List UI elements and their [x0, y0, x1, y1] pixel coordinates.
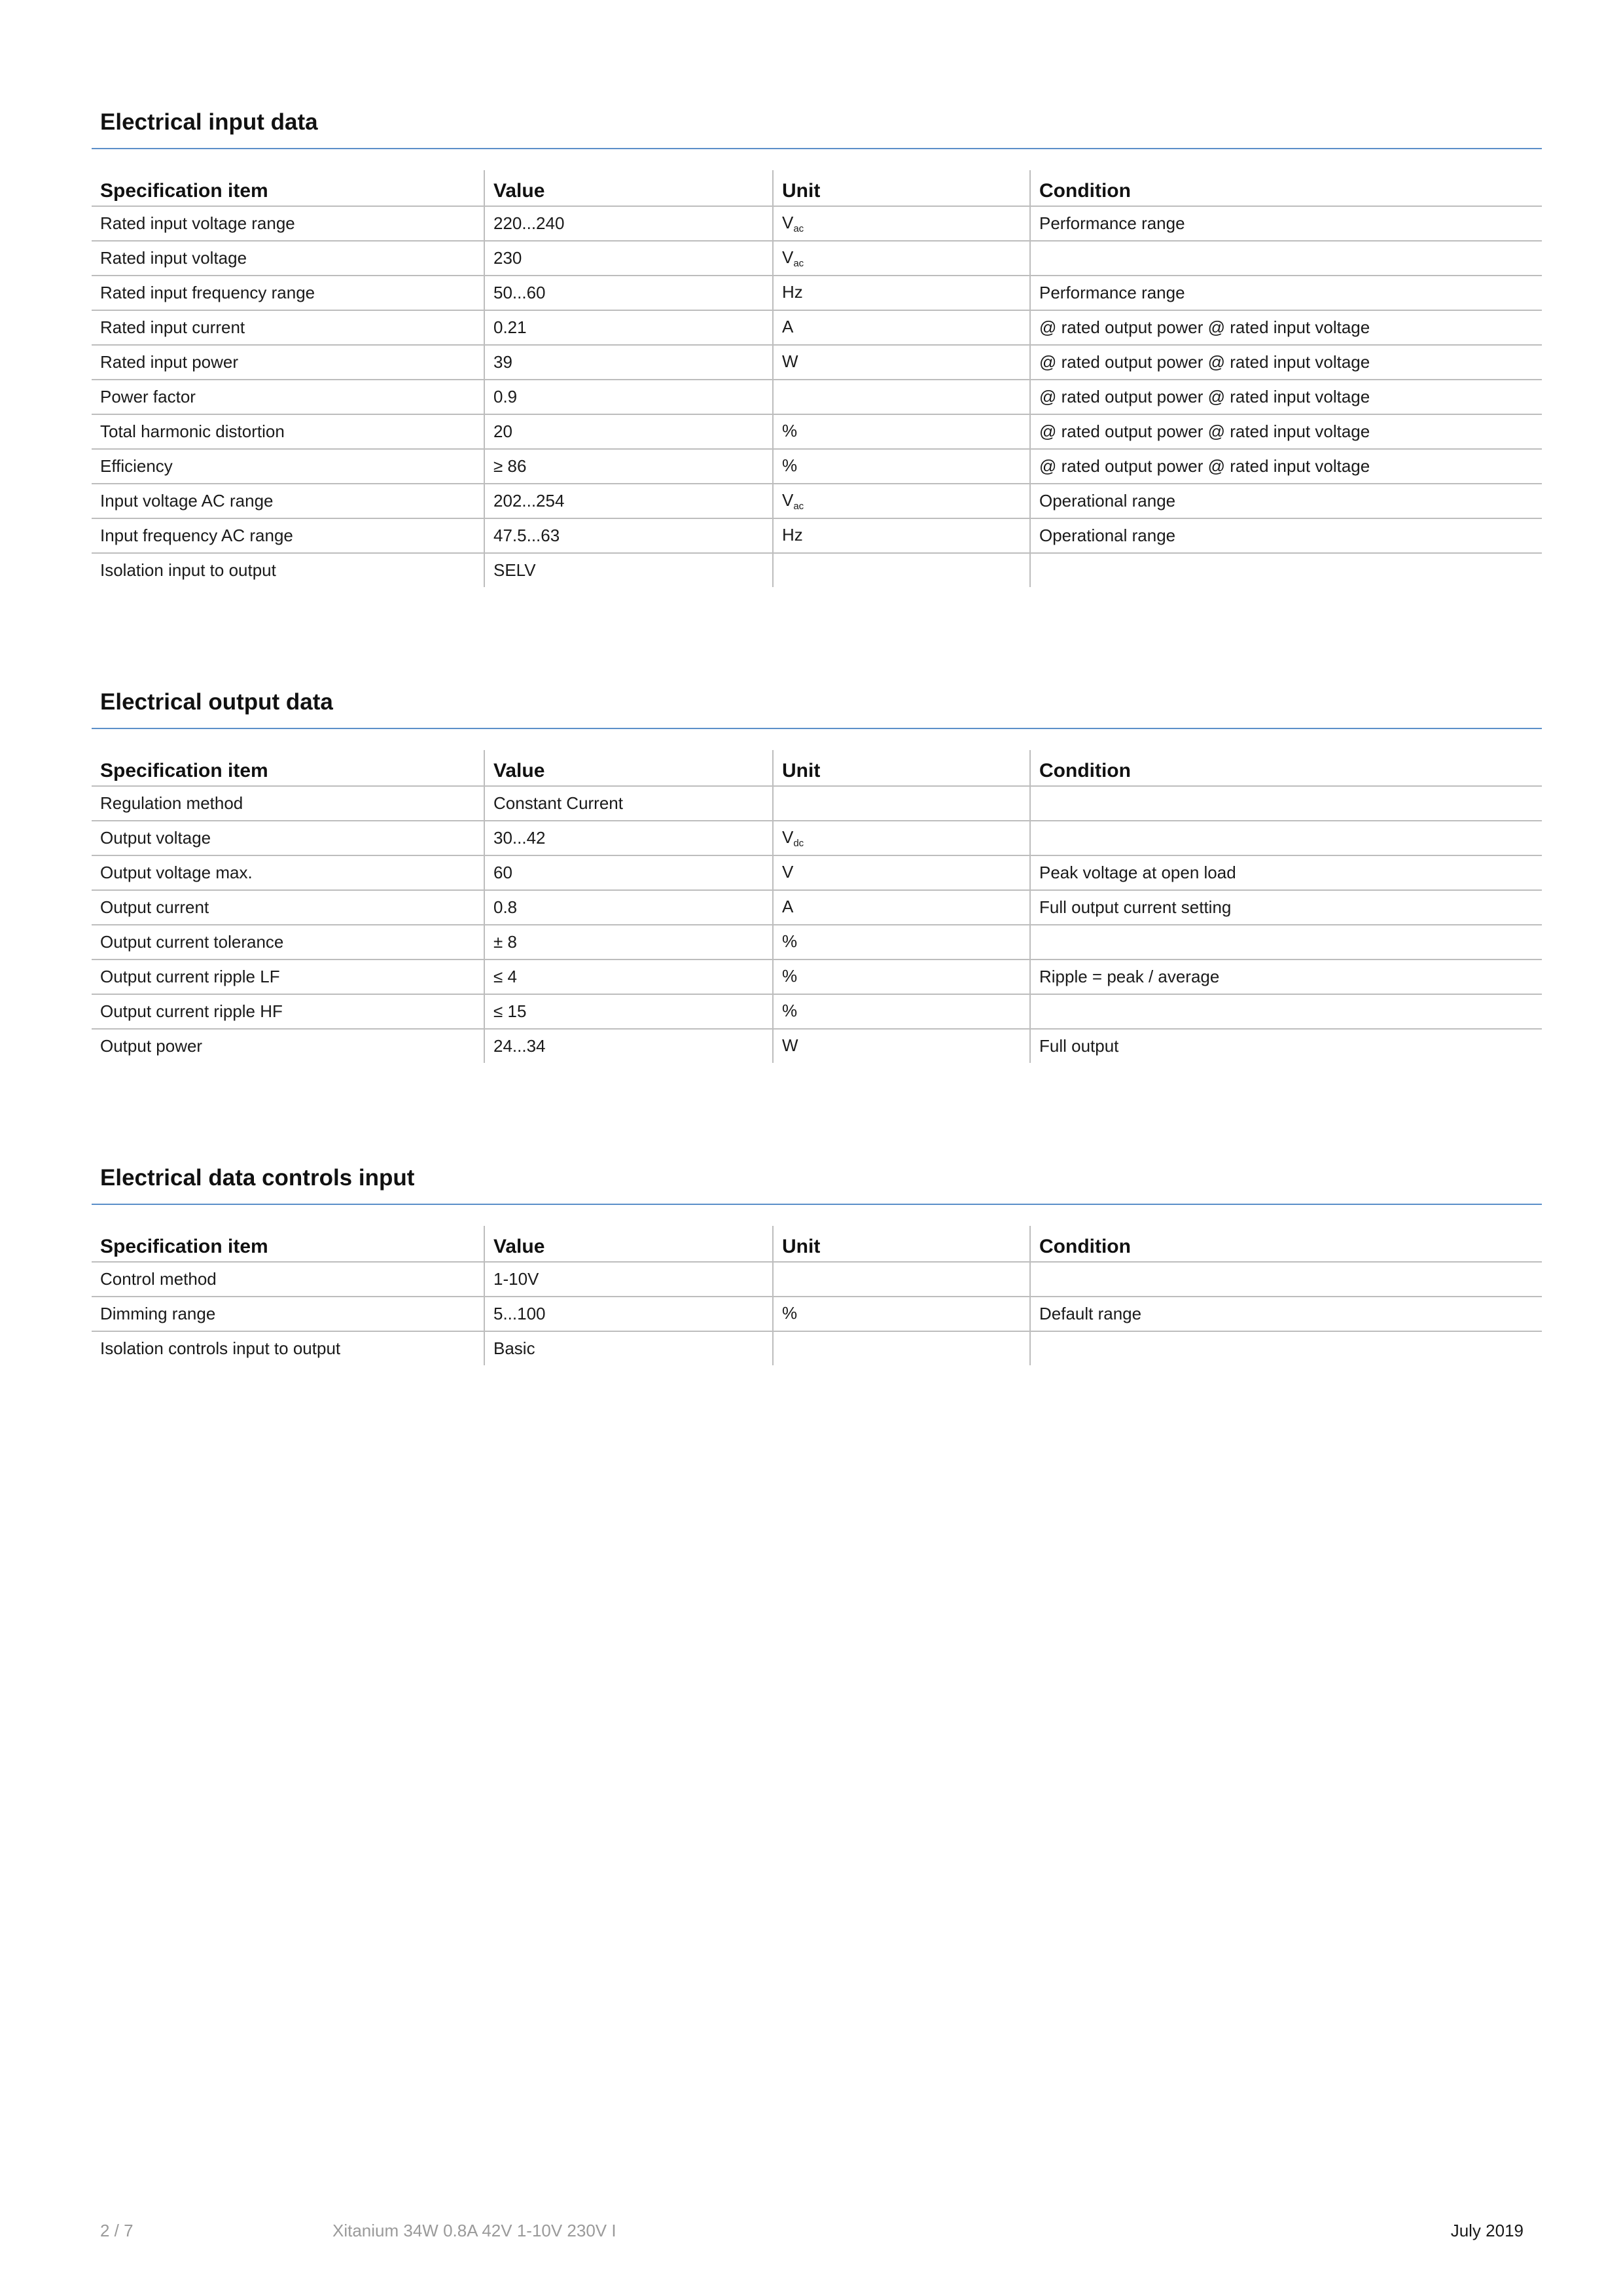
cell-spec-item: Output power: [100, 1036, 203, 1056]
section-controls-input: [92, 1159, 1542, 1365]
cell-unit: [773, 1331, 1030, 1365]
cell-condition: [1030, 821, 1542, 855]
cell-spec-item: Output current tolerance: [92, 925, 484, 960]
document-date: July 2019: [1450, 2221, 1524, 2240]
table-row: [92, 345, 1542, 380]
cell-value: Basic: [484, 1331, 773, 1365]
cell-unit: [773, 449, 1030, 484]
table-row: [92, 994, 1542, 1029]
cell-value: 0.8: [484, 890, 773, 925]
unit-symbol: Hz: [782, 282, 803, 302]
cell-condition: Peak voltage at open load: [1030, 855, 1542, 890]
cell-value: 0.21: [484, 310, 773, 345]
header-condition: Condition: [1030, 750, 1542, 786]
cell-value: Constant Current: [484, 786, 773, 821]
table-row: [92, 855, 1542, 890]
cell-value: ≤ 15: [484, 994, 773, 1029]
cell-unit: [773, 414, 1030, 449]
cell-unit: [773, 345, 1030, 380]
cell-spec-item: Output current ripple HF: [92, 994, 484, 1029]
cell-condition: Performance range: [1030, 206, 1542, 241]
cell-condition: [1030, 241, 1542, 276]
cell-unit: [773, 925, 1030, 960]
header-value: Value: [484, 750, 773, 786]
cell-spec-item: Regulation method: [92, 786, 484, 821]
cell-unit: [773, 484, 1030, 518]
cell-condition: Operational range: [1030, 518, 1542, 553]
cell-spec-item: Control method: [92, 1262, 484, 1297]
cell-unit: [773, 821, 1030, 855]
cell-condition: @ rated output power @ rated input voltage: [1030, 380, 1542, 414]
table-row: [92, 786, 1542, 821]
table-header-row: [92, 1226, 1542, 1262]
section-divider: [92, 728, 1542, 729]
unit-subscript: ac: [793, 223, 804, 234]
table-row: [92, 960, 1542, 994]
cell-unit: [773, 890, 1030, 925]
cell-value: ± 8: [484, 925, 773, 960]
cell-unit: [773, 380, 1030, 414]
cell-spec-item: Input voltage AC range: [92, 484, 484, 518]
section-title: Electrical output data: [100, 689, 333, 715]
cell-condition: Full output: [1030, 1029, 1542, 1063]
cell-condition: [1030, 925, 1542, 960]
header-unit: Unit: [773, 170, 1030, 206]
table-row: [92, 553, 1542, 587]
table-row: [92, 241, 1542, 276]
cell-spec-item: Isolation input to output: [100, 560, 276, 580]
cell-unit: [773, 1262, 1030, 1297]
header-spec-item: Specification item: [92, 170, 484, 206]
unit-symbol: V: [782, 213, 794, 232]
header-value: Value: [484, 170, 773, 206]
unit-subscript: ac: [793, 501, 804, 512]
cell-unit: [773, 518, 1030, 553]
table-row: [92, 1029, 1542, 1063]
cell-condition: Operational range: [1030, 484, 1542, 518]
cell-unit: [773, 960, 1030, 994]
unit-symbol: V: [782, 247, 794, 267]
cell-condition: Default range: [1030, 1297, 1542, 1331]
cell-value: 220...240: [484, 206, 773, 241]
cell-value: 50...60: [484, 276, 773, 310]
cell-unit: [773, 241, 1030, 276]
cell-spec-item: Output voltage max.: [92, 855, 484, 890]
cell-value: SELV: [484, 553, 773, 587]
header-value: Value: [484, 1226, 773, 1262]
cell-unit: [773, 855, 1030, 890]
unit-subscript: ac: [793, 258, 804, 269]
cell-condition: Full output current setting: [1030, 890, 1542, 925]
spec-table: [92, 1226, 1542, 1365]
cell-spec-item: Output voltage: [92, 821, 484, 855]
table-row: [92, 276, 1542, 310]
section-electrical-output: [92, 683, 1542, 1063]
header-spec-item: Specification item: [92, 750, 484, 786]
spec-table: [92, 750, 1542, 1063]
section-title: Electrical data controls input: [100, 1165, 415, 1191]
unit-symbol: %: [782, 966, 798, 986]
cell-unit: [773, 206, 1030, 241]
product-name: Xitanium 34W 0.8A 42V 1-10V 230V I: [332, 2221, 616, 2240]
cell-condition: [1030, 786, 1542, 821]
cell-spec-item: Rated input power: [92, 345, 484, 380]
cell-value: 47.5...63: [484, 518, 773, 553]
cell-value: 60: [484, 855, 773, 890]
spec-table: [92, 170, 1542, 587]
table-row: [92, 310, 1542, 345]
unit-subscript: dc: [793, 838, 804, 849]
unit-symbol: V: [782, 827, 794, 847]
cell-spec-item: Total harmonic distortion: [92, 414, 484, 449]
section-electrical-input: [92, 103, 1542, 587]
unit-symbol: %: [782, 931, 798, 951]
cell-unit: [773, 786, 1030, 821]
cell-condition: [1030, 1262, 1542, 1297]
cell-unit: [773, 553, 1030, 587]
section-title: Electrical input data: [100, 109, 318, 135]
unit-symbol: W: [782, 351, 798, 371]
table-row: [92, 206, 1542, 241]
cell-value: 202...254: [484, 484, 773, 518]
unit-symbol: %: [782, 1303, 798, 1323]
cell-value: 39: [484, 345, 773, 380]
cell-value: 5...100: [484, 1297, 773, 1331]
cell-condition: @ rated output power @ rated input voltage: [1030, 449, 1542, 484]
cell-value: ≥ 86: [484, 449, 773, 484]
cell-condition: Ripple = peak / average: [1030, 960, 1542, 994]
header-spec-item: Specification item: [92, 1226, 484, 1262]
cell-value: 20: [484, 414, 773, 449]
cell-unit: [773, 1029, 1030, 1063]
unit-symbol: %: [782, 1001, 798, 1020]
unit-symbol: %: [782, 421, 798, 440]
cell-spec-item: Isolation controls input to output: [100, 1338, 341, 1358]
table-row: [92, 925, 1542, 960]
cell-unit: [773, 994, 1030, 1029]
table-row: [92, 1331, 1542, 1365]
header-unit: Unit: [773, 750, 1030, 786]
unit-symbol: A: [782, 317, 794, 336]
cell-spec-item: Output current ripple LF: [92, 960, 484, 994]
cell-unit: [773, 276, 1030, 310]
table-row: [92, 449, 1542, 484]
cell-spec-item: Power factor: [92, 380, 484, 414]
section-divider: [92, 1204, 1542, 1205]
table-header-row: [92, 170, 1542, 206]
cell-value: ≤ 4: [484, 960, 773, 994]
cell-spec-item: Rated input frequency range: [92, 276, 484, 310]
section-divider: [92, 148, 1542, 149]
table-row: [92, 380, 1542, 414]
cell-value: 24...34: [484, 1029, 773, 1063]
table-row: [92, 890, 1542, 925]
cell-value: 1-10V: [484, 1262, 773, 1297]
unit-symbol: V: [782, 490, 794, 510]
unit-symbol: W: [782, 1035, 798, 1055]
table-row: [92, 518, 1542, 553]
cell-condition: [1030, 994, 1542, 1029]
table-row: [92, 821, 1542, 855]
cell-spec-item: Efficiency: [92, 449, 484, 484]
header-condition: Condition: [1030, 1226, 1542, 1262]
cell-condition: [1030, 1331, 1542, 1365]
table-row: [92, 414, 1542, 449]
cell-spec-item: Rated input voltage range: [92, 206, 484, 241]
unit-symbol: V: [782, 862, 794, 882]
cell-condition: @ rated output power @ rated input voltage: [1030, 414, 1542, 449]
cell-spec-item: Rated input current: [92, 310, 484, 345]
cell-condition: @ rated output power @ rated input voltage: [1030, 310, 1542, 345]
table-row: [92, 484, 1542, 518]
header-condition: Condition: [1030, 170, 1542, 206]
table-row: [92, 1297, 1542, 1331]
cell-value: 230: [484, 241, 773, 276]
cell-value: 30...42: [484, 821, 773, 855]
header-unit: Unit: [773, 1226, 1030, 1262]
unit-symbol: A: [782, 897, 794, 916]
page-number: 2 / 7: [100, 2221, 134, 2240]
cell-spec-item: Input frequency AC range: [92, 518, 484, 553]
table-row: [92, 1262, 1542, 1297]
cell-unit: [773, 1297, 1030, 1331]
table-header-row: [92, 750, 1542, 786]
cell-condition: Performance range: [1030, 276, 1542, 310]
cell-value: 0.9: [484, 380, 773, 414]
cell-condition: [1030, 553, 1542, 587]
cell-condition: @ rated output power @ rated input voltage: [1030, 345, 1542, 380]
unit-symbol: Hz: [782, 525, 803, 545]
unit-symbol: %: [782, 456, 798, 475]
cell-spec-item: Rated input voltage: [92, 241, 484, 276]
cell-spec-item: Output current: [92, 890, 484, 925]
cell-unit: [773, 310, 1030, 345]
cell-spec-item: Dimming range: [92, 1297, 484, 1331]
